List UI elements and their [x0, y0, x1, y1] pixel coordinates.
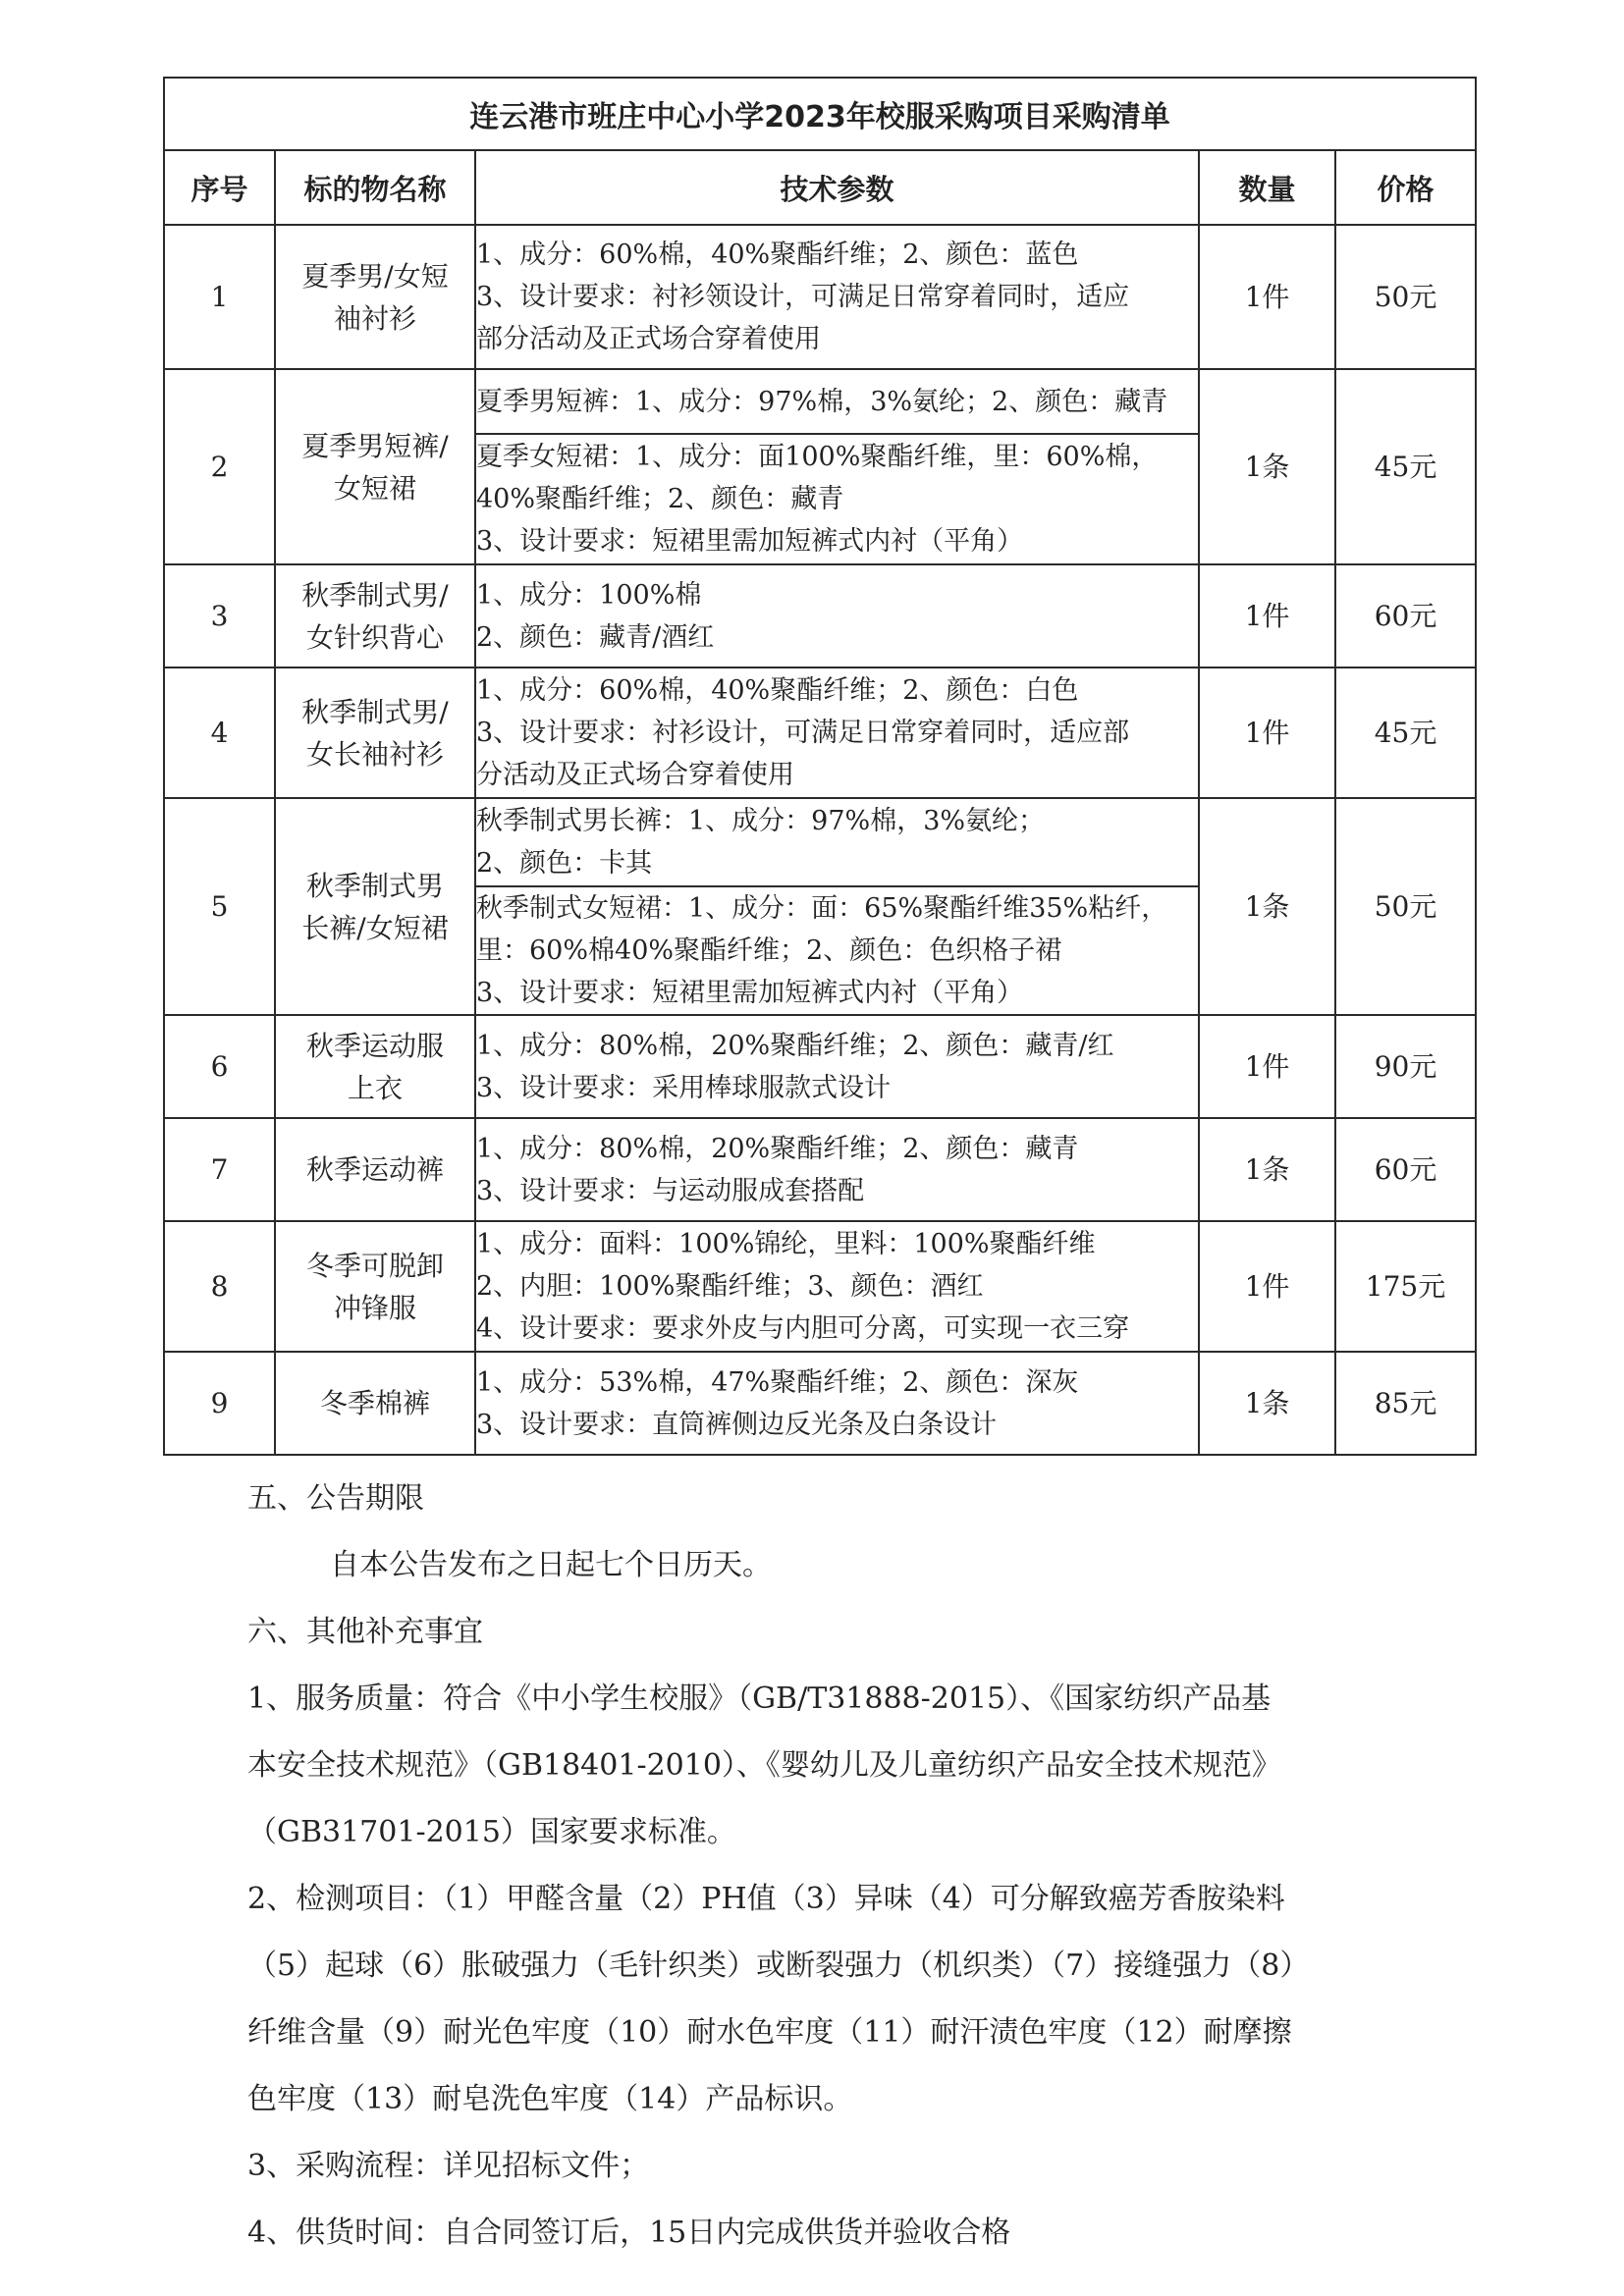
- item-name-line: 长裤/女短裙: [301, 911, 449, 944]
- spec-line: 秋季制式男长裤：1、成分：97%棉，3%氨纶；: [476, 806, 1046, 836]
- table-row: [164, 1352, 1476, 1455]
- header-serial: 序号: [164, 150, 275, 225]
- item-name-line: 秋季运动裤: [305, 1153, 444, 1186]
- spec-line: 夏季女短裙：1、成分：面100%聚酯纤维，里：60%棉，: [476, 442, 1159, 472]
- row-quantity: 1件: [1199, 564, 1335, 667]
- table-row: [164, 1118, 1476, 1221]
- row-price: 45元: [1335, 667, 1476, 798]
- table-row: [164, 1015, 1476, 1118]
- row-item-name: [275, 1015, 475, 1118]
- row-item-name: [275, 1118, 475, 1221]
- spec-line: 1、成分：100%棉: [476, 579, 702, 611]
- spec-line: 里：60%棉40%聚酯纤维；2、颜色：色织格子裙: [476, 935, 1062, 966]
- item-name-line: 夏季男/女短: [301, 259, 449, 293]
- spec-line: 3、设计要求：衬衫设计，可满足日常穿着同时，适应部: [476, 718, 1130, 748]
- spec-line: 3、设计要求：衬衫领设计，可满足日常穿着同时，适应: [476, 282, 1130, 312]
- spec-line: 秋季制式女短裙：1、成分：面：65%聚酯纤维35%粘纤，: [476, 893, 1168, 924]
- spec-line: 40%聚酯纤维；2、颜色：藏青: [476, 484, 844, 514]
- row-price: 50元: [1335, 225, 1476, 369]
- row-quantity: 1条: [1199, 798, 1335, 1015]
- row-item-name: [275, 1221, 475, 1352]
- row-quantity: 1条: [1199, 1352, 1335, 1455]
- spec-line: 1、成分：53%棉，47%聚酯纤维；2、颜色：深灰: [476, 1366, 1079, 1398]
- row-price: 45元: [1335, 369, 1476, 564]
- table-row: [164, 369, 1476, 434]
- spec-line: 3、设计要求：直筒裤侧边反光条及白条设计: [476, 1409, 998, 1440]
- item-name-line: 袖衬衫: [333, 301, 416, 335]
- row-price: 60元: [1335, 1118, 1476, 1221]
- spec-line: 1、成分：80%棉，20%聚酯纤维；2、颜色：藏青: [476, 1133, 1079, 1164]
- supplementary-line: （GB31701-2015）国家要求标准。: [247, 1815, 736, 1849]
- row-specs-part-a: [475, 798, 1199, 886]
- row-price: 175元: [1335, 1221, 1476, 1352]
- row-serial: 2: [164, 369, 275, 564]
- header-quantity: 数量: [1199, 150, 1335, 225]
- row-price: 50元: [1335, 798, 1476, 1015]
- row-quantity: 1条: [1199, 1118, 1335, 1221]
- row-item-name: [275, 369, 475, 564]
- item-name-line: 夏季男短裤/: [301, 429, 449, 462]
- notice-period-text: 自本公告发布之日起七个日历天。: [330, 1548, 772, 1582]
- supplementary-line: 3、采购流程：详见招标文件；: [247, 2149, 650, 2183]
- row-quantity: 1条: [1199, 369, 1335, 564]
- header-price: 价格: [1335, 150, 1476, 225]
- row-specs: [475, 1118, 1199, 1221]
- spec-line: 部分活动及正式场合穿着使用: [476, 324, 821, 354]
- row-quantity: 1件: [1199, 667, 1335, 798]
- row-serial: 7: [164, 1118, 275, 1221]
- supplementary-line: 色牢度（13）耐皂洗色牢度（14）产品标识。: [247, 2082, 853, 2116]
- spec-line: 1、成分：60%棉，40%聚酯纤维；2、颜色：蓝色: [476, 240, 1079, 270]
- row-specs: [475, 1352, 1199, 1455]
- item-name-line: 冲锋服: [333, 1291, 416, 1324]
- row-serial: 8: [164, 1221, 275, 1352]
- row-item-name: [275, 667, 475, 798]
- supplementary-line: 纤维含量（9）耐光色牢度（10）耐水色牢度（11）耐汗渍色牢度（12）耐摩擦: [247, 2015, 1292, 2050]
- item-name-line: 秋季制式男/: [301, 578, 449, 612]
- row-price: 90元: [1335, 1015, 1476, 1118]
- procurement-table: [163, 77, 1477, 1456]
- row-price: 60元: [1335, 564, 1476, 667]
- spec-line: 3、设计要求：短裙里需加短裤式内衬（平角）: [476, 978, 1024, 1008]
- supplementary-line: 4、供货时间：自合同签订后，15日内完成供货并验收合格: [247, 2216, 1011, 2250]
- item-name-line: 女针织背心: [305, 620, 444, 654]
- row-item-name: [275, 564, 475, 667]
- section-heading-notice-period: 五、公告期限: [247, 1481, 424, 1516]
- item-name-line: 秋季制式男/: [301, 695, 449, 728]
- item-name-line: 秋季运动服: [305, 1029, 444, 1062]
- table-row: [164, 225, 1476, 369]
- table-row: [164, 1221, 1476, 1352]
- table-row: [164, 798, 1476, 886]
- item-name-line: 冬季棉裤: [319, 1387, 430, 1419]
- row-serial: 3: [164, 564, 275, 667]
- row-specs-part-a: [475, 369, 1199, 434]
- section-heading-supplementary: 六、其他补充事宜: [247, 1615, 483, 1649]
- spec-line: 2、颜色：卡其: [476, 848, 653, 879]
- row-specs-part-b: [475, 886, 1199, 1015]
- row-quantity: 1件: [1199, 225, 1335, 369]
- header-item-name: 标的物名称: [275, 150, 475, 225]
- row-quantity: 1件: [1199, 1015, 1335, 1118]
- row-specs: [475, 1015, 1199, 1118]
- spec-line: 2、颜色：藏青/酒红: [476, 621, 715, 653]
- item-name-line: 女短裙: [333, 471, 416, 505]
- row-item-name: [275, 1352, 475, 1455]
- row-price: 85元: [1335, 1352, 1476, 1455]
- row-item-name: [275, 798, 475, 1015]
- row-specs: [475, 1221, 1199, 1352]
- spec-line: 1、成分：60%棉，40%聚酯纤维；2、颜色：白色: [476, 675, 1079, 706]
- item-name-line: 秋季制式男: [305, 869, 444, 902]
- supplementary-line: 2、检测项目：（1）甲醛含量（2）PH值（3）异味（4）可分解致癌芳香胺染料: [247, 1882, 1285, 1916]
- table-row: [164, 564, 1476, 667]
- supplementary-line: 1、服务质量：符合《中小学生校服》（GB/T31888-2015）、《国家纺织产品基: [247, 1682, 1272, 1716]
- table-row: [164, 667, 1476, 798]
- spec-line: 1、成分：面料：100%锦纶，里料：100%聚酯纤维: [476, 1229, 1096, 1259]
- table-title: 连云港市班庄中心小学2023年校服采购项目采购清单: [164, 78, 1476, 150]
- row-specs: [475, 225, 1199, 369]
- row-serial: 1: [164, 225, 275, 369]
- spec-line: 3、设计要求：采用棒球服款式设计: [476, 1072, 892, 1103]
- row-specs: [475, 667, 1199, 798]
- row-serial: 6: [164, 1015, 275, 1118]
- row-item-name: [275, 225, 475, 369]
- spec-line: 分活动及正式场合穿着使用: [476, 760, 794, 790]
- header-specs: 技术参数: [475, 150, 1199, 225]
- spec-line: 1、成分：80%棉，20%聚酯纤维；2、颜色：藏青/红: [476, 1030, 1114, 1061]
- spec-line: 2、内胆：100%聚酯纤维；3、颜色：酒红: [476, 1271, 984, 1302]
- row-serial: 5: [164, 798, 275, 1015]
- supplementary-line: （5）起球（6）胀破强力（毛针织类）或断裂强力（机织类）（7）接缝强力（8）: [247, 1949, 1310, 1983]
- spec-line: 3、设计要求：与运动服成套搭配: [476, 1175, 865, 1206]
- supplementary-line: 本安全技术规范》（GB18401-2010）、《婴幼儿及儿童纺织产品安全技术规范》: [247, 1748, 1281, 1783]
- item-name-line: 冬季可脱卸: [305, 1249, 444, 1282]
- row-specs: [475, 564, 1199, 667]
- item-name-line: 女长袖衬衫: [305, 737, 444, 771]
- spec-line: 夏季男短裤：1、成分：97%棉，3%氨纶；2、颜色：藏青: [476, 386, 1168, 417]
- row-specs-part-b: [475, 434, 1199, 564]
- spec-line: 4、设计要求：要求外皮与内胆可分离，可实现一衣三穿: [476, 1313, 1130, 1344]
- notice-body: [247, 1466, 1477, 2267]
- row-serial: 9: [164, 1352, 275, 1455]
- item-name-line: 上衣: [347, 1071, 403, 1104]
- row-serial: 4: [164, 667, 275, 798]
- row-quantity: 1件: [1199, 1221, 1335, 1352]
- spec-line: 3、设计要求：短裙里需加短裤式内衬（平角）: [476, 526, 1024, 557]
